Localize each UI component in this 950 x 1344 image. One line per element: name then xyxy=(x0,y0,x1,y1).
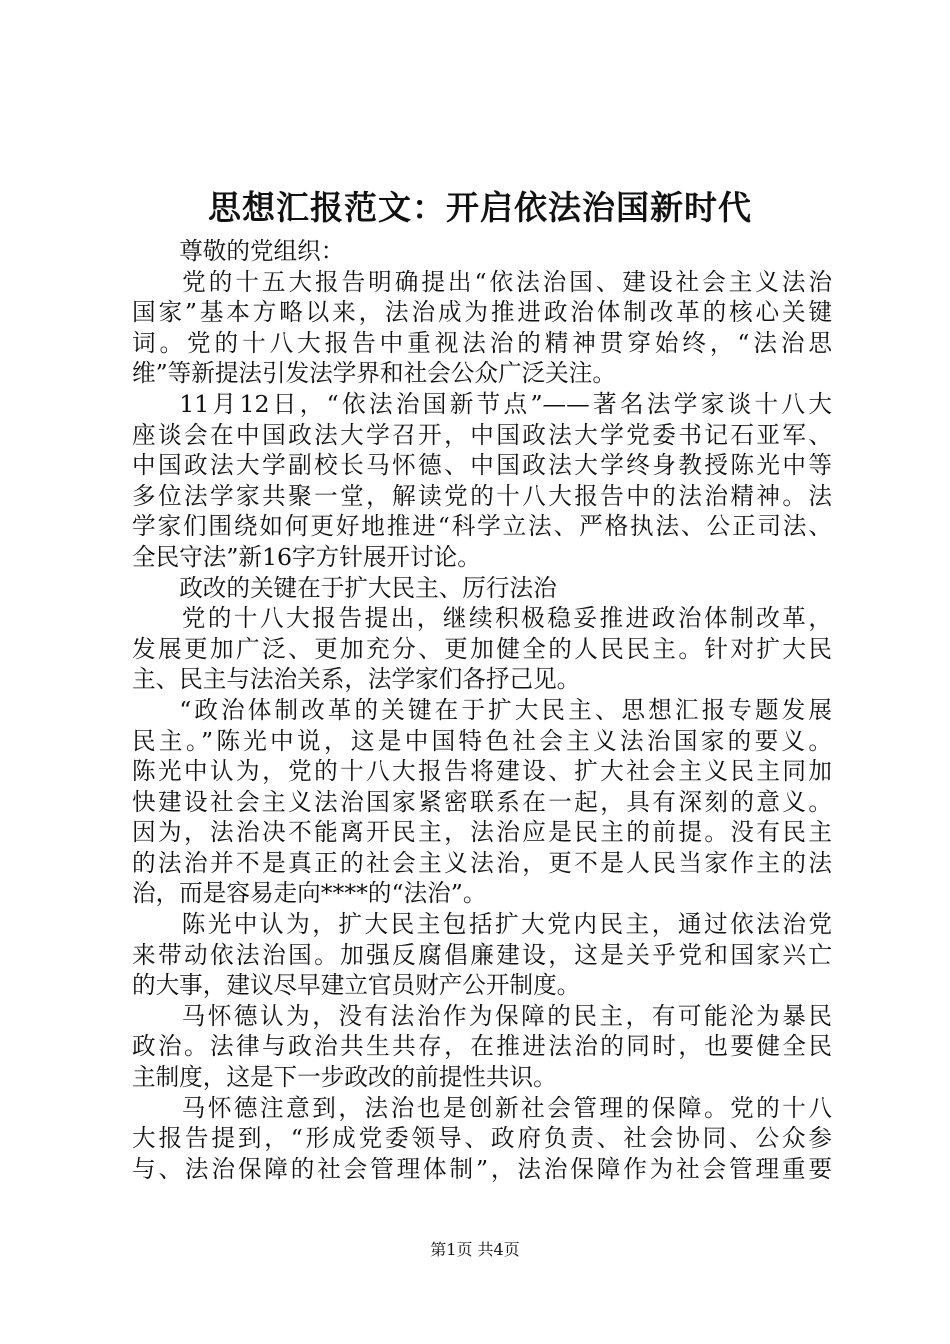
text-line: 陈光中认为，扩大民主包括扩大党内民主，通过依法治党 xyxy=(179,910,832,939)
document-title: 思想汇报范文：开启依法治国新时代 xyxy=(208,188,752,227)
text-line: 与、法治保障的社会管理体制”，法治保障作为社会管理重要 xyxy=(132,1154,832,1183)
document-body xyxy=(132,236,832,1184)
text-line: 11月12日，“依法治国新节点”——著名法学家谈十八大 xyxy=(179,389,832,418)
text-line: 政改的关键在于扩大民主、厉行法治 xyxy=(179,573,557,602)
text-line: 大报告提到，“形成党委领导、政府负责、社会协同、公众参 xyxy=(132,1124,832,1153)
text-line: 因为，法治决不能离开民主，法治应是民主的前提。没有民主 xyxy=(132,818,832,847)
text-line: 政治。法律与政治共生共存，在推进法治的同时，也要健全民 xyxy=(132,1032,832,1061)
text-line: 主、民主与法治关系，法学家们各抒己见。 xyxy=(132,665,581,694)
text-line: 中国政法大学副校长马怀德、中国政法大学终身教授陈光中等 xyxy=(132,451,832,480)
text-line: 词。党的十八大报告中重视法治的精神贯穿始终，“法治思 xyxy=(132,328,832,357)
text-line: 党的十八大报告提出，继续积极稳妥推进政治体制改革， xyxy=(179,604,832,633)
text-line: 快建设社会主义法治国家紧密联系在一起，具有深刻的意义。 xyxy=(132,787,832,816)
text-line: 党的十五大报告明确提出“依法治国、建设社会主义法治 xyxy=(179,267,832,296)
text-line: 全民守法”新16字方针展开讨论。 xyxy=(132,542,481,571)
page-footer: 第1页 共4页 xyxy=(430,1240,520,1259)
text-line: 民主。”陈光中说，这是中国特色社会主义法治国家的要义。 xyxy=(132,726,832,755)
text-line: 马怀德认为，没有法治作为保障的民主，有可能沦为暴民 xyxy=(179,1001,832,1030)
text-line: 多位法学家共聚一堂，解读党的十八大报告中的法治精神。法 xyxy=(132,481,832,510)
text-line: 发展更加广泛、更加充分、更加健全的人民民主。针对扩大民 xyxy=(132,634,832,663)
text-line: 维”等新提法引发法学界和社会公众广泛关注。 xyxy=(132,359,616,388)
text-line: 座谈会在中国政法大学召开，中国政法大学党委书记石亚军、 xyxy=(132,420,832,449)
text-line: 陈光中认为，党的十八大报告将建设、扩大社会主义民主同加 xyxy=(132,757,832,786)
text-line: 的法治并不是真正的社会主义法治，更不是人民当家作主的法 xyxy=(132,848,832,877)
text-line: 来带动依法治国。加强反腐倡廉建设，这是关乎党和国家兴亡 xyxy=(132,940,832,969)
text-line: 治，而是容易走向****的“法治”。 xyxy=(132,879,487,908)
text-line: 主制度，这是下一步政改的前提性共识。 xyxy=(132,1063,557,1092)
text-line: 国家”基本方略以来，法治成为推进政治体制改革的核心关键 xyxy=(132,298,832,327)
text-line: “政治体制改革的关键在于扩大民主、思想汇报专题发展 xyxy=(179,695,832,724)
text-line: 学家们围绕如何更好地推进“科学立法、严格执法、公正司法、 xyxy=(132,512,832,541)
text-line: 马怀德注意到，法治也是创新社会管理的保障。党的十八 xyxy=(179,1093,832,1122)
text-line: 尊敬的党组织： xyxy=(179,237,345,265)
text-line: 的大事，建议尽早建立官员财产公开制度。 xyxy=(132,971,581,1000)
